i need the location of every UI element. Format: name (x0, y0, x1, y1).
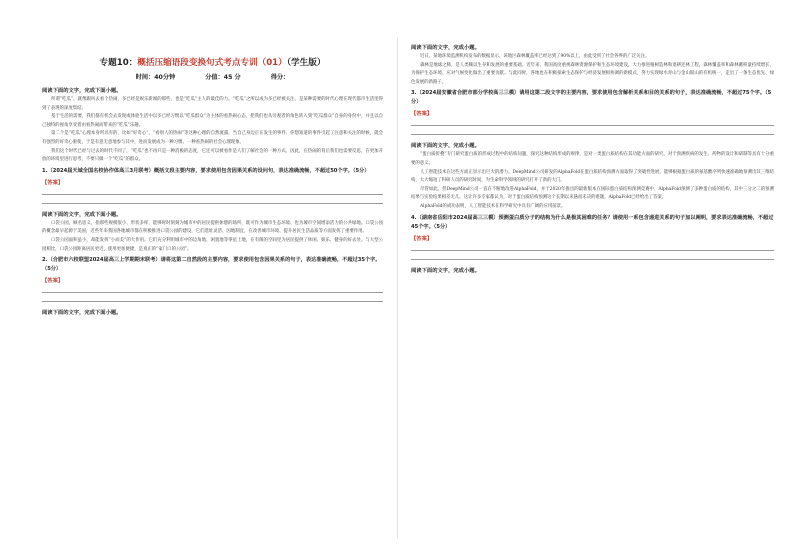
title-topic: 概括压缩语段变换句式考点专训（01） (137, 58, 287, 68)
exam-meta (42, 72, 383, 81)
title-suffix: （学生版） (286, 58, 326, 68)
answer-line[interactable] (42, 186, 383, 195)
passage-paragraph: 基于生活的需要，我们都有机会去发现或体验生活中以多已经习惯以“吃瓜群众”为主体的看热闹心态，把我们也从旁观者的角色转入到“吃瓜群众”自身的身份中，并且以自己独特的视角享受着由看热闹而带来的“吃瓜”乐趣。 (42, 114, 383, 128)
answer-label: 【答案】 (411, 111, 433, 118)
answer-line[interactable] (42, 284, 383, 293)
passage-paragraph: 口袋公园面积虽小，却能发挥“小而美”的大作用。它们充分利用城市中的边角地、闲置地等零星土地，在有限的空间里为居民提供了休闲、娱乐、健身的好去处。与大型公园相比，口袋公园距离居民更近，使用更加便捷，是真正的“家门口的公园”。 (42, 237, 383, 252)
instruction: 阅读下面的文字，完成下面小题。 (42, 88, 122, 94)
passage-paragraph: 口袋公园，顾名思义，指那些规模很小、形状多样，能够时时刻刻为城市中的居民提供休憩的场所，既可作为城市生态环境、也为城市空间增添活力的公共绿地。口袋公园的概念最早起源于美国，近些年来我国各地城市都在积极推进口袋公园的建设，它们选址灵活、因地制宜，在改善城市环境、提升居民生活品质等方面发挥了重要作用。 (42, 220, 383, 235)
question-4: 4.（湖南省岳阳市2024届高三三模）预测蛋白质分子的结构为什么是极其困难的任务？请使用一系包含递进关系的句子加以阐明，要求表达准确流畅，不超过45个字。（5分） (411, 214, 774, 230)
passage-paragraph: AlphaFold的成功表明，人工智能技术在科学研究中具有广阔的应用前景。 (420, 203, 566, 209)
answer-line[interactable] (411, 126, 774, 135)
worksheet-title (42, 56, 383, 68)
question-2: 2.（合肥市六校联盟2024届高三上学期期末联考）请将这第二自然段的主要内容，要求使用包含因果关系的句子，表达准确流畅，不超过35个字。（5分） (42, 257, 381, 273)
time-label: 时间：40分钟 (135, 74, 176, 81)
passage-paragraph: 人工智能技术在这些方面正显示出巨大的潜力。DeepMind公司研发的AlphaFold在蛋白质结构预测方面取得了突破性进展，能够根据蛋白质的氨基酸序列快速准确地预测出其三维结构，大大缩短了科研人员的研究时间，为生命科学领域的研究打开了新的大门。 (411, 169, 774, 184)
got-label: 得分： (270, 74, 290, 81)
instruction: 阅读下面的文字，完成下面小题。 (42, 211, 122, 218)
passage-paragraph: 所谓“吃瓜”，就像跟风去看个热闹，多已经是娱乐新闻的那些，也是“吃瓜”主人的最佳的力。“吃瓜”之所以成为多已经被关注，是某种需要的时代心理在现代都市生活里得到了表现的深度集结。 (42, 97, 383, 111)
answer-label: 【答案】 (42, 278, 64, 285)
instruction: 阅读下面的文字，完成小题。 (411, 267, 480, 274)
passage-paragraph: “蛋白质折叠”专门研究蛋白质的形成过程中的结构问题，探究这种结构形成的规律，是对一类蛋白质结构在其功能方面的研究，对于预测疾病的发生、药物的设计和研制等具有十分重要的意义。 (411, 152, 774, 166)
answer-line[interactable] (411, 251, 774, 260)
answer-line[interactable] (42, 195, 383, 204)
passage-paragraph: 近日，某地环境监测机构发布的数据显示，该地区森林覆盖率已经达到了90%以上，由此受到了社会各界的广泛关注。 (420, 54, 650, 59)
answer-label: 【答案】 (411, 235, 433, 242)
question-3: 3.（2024届安徽省合肥市部分学校高三三模）请用这第二段文字的主要内容，要求使用包含解析关系和目的关系的句子，表达准确流畅，不超过75个字。（5分） (411, 90, 772, 106)
instruction: 阅读下面的文字，完成小题。 (411, 143, 480, 150)
passage-paragraph: 我们这个时代已经与过去的时代不同了，“吃瓜”也不再只是一种消极的态度，它还可以被看作是人们了解社会的一种方式。因此，在热闹的背后我们也需要反思，在更加开放的环境里进行思考，不要只做一个“吃瓜”的群众。 (42, 148, 383, 163)
instruction: 阅读下面的文字，完成下面小题。 (42, 310, 122, 317)
answer-label: 【答案】 (42, 179, 64, 186)
question-1: 1.（2024届天域全国名校协作体高三3月联考）概括文段主要内容，要求使用包含因果关系的设问句，表达准确流畅，不超过50个字。（5分） (42, 167, 370, 174)
answer-line[interactable] (411, 117, 774, 126)
passage-paragraph: 尽管如此，但DeepMind公司一直在不断地改进AlphaFold，并于2020年推出的最新版本在国际蛋白质结构预测竞赛中，AlphaFold预测了多种蛋白质的结构，其中三分之二的预测结果与实验结果相差无几。这让许多专家都认为，对于蛋白质结构预测这个长期以来悬而未决的难题，AlphaFold已经给出了答案。 (411, 186, 774, 201)
answer-line[interactable] (411, 242, 774, 251)
title-prefix: 专题10： (99, 58, 138, 68)
instruction: 阅读下面的文字，完成小题。 (411, 45, 480, 51)
passage-paragraph: 第二个是“吃瓜”心理本身所具有的、比如“好奇心”，“看别人的热闹”等这种心理的自然流露，当自己身边正在发生的事件、你想知道的事件引起了注意和关注的时候，就会有强烈的好奇心驱使，于是有意无意地参与其中，进而发展成为一种习惯、一种看热闹的社会心理现象。 (42, 131, 383, 145)
passage-paragraph: 森林是地球之肺，是人类赖以生存和发展的重要基础。近年来，我国高度重视森林资源保护和生态环境建设，大力推进植树造林和退耕还林工程，森林覆盖率和森林蓄积量持续增长，为保护生态环境、应对气候变化做出了重要贡献。与此同时，各地也在积极探索生态保护与经济发展相协调的新模式，努力实现绿水青山与金山银山的有机统一，走出了一条生态优先、绿色发展的新路子。 (411, 62, 774, 85)
right-page (397, 0, 794, 560)
answer-line[interactable] (42, 293, 383, 302)
score-label: 分值：45 分 (205, 74, 241, 81)
